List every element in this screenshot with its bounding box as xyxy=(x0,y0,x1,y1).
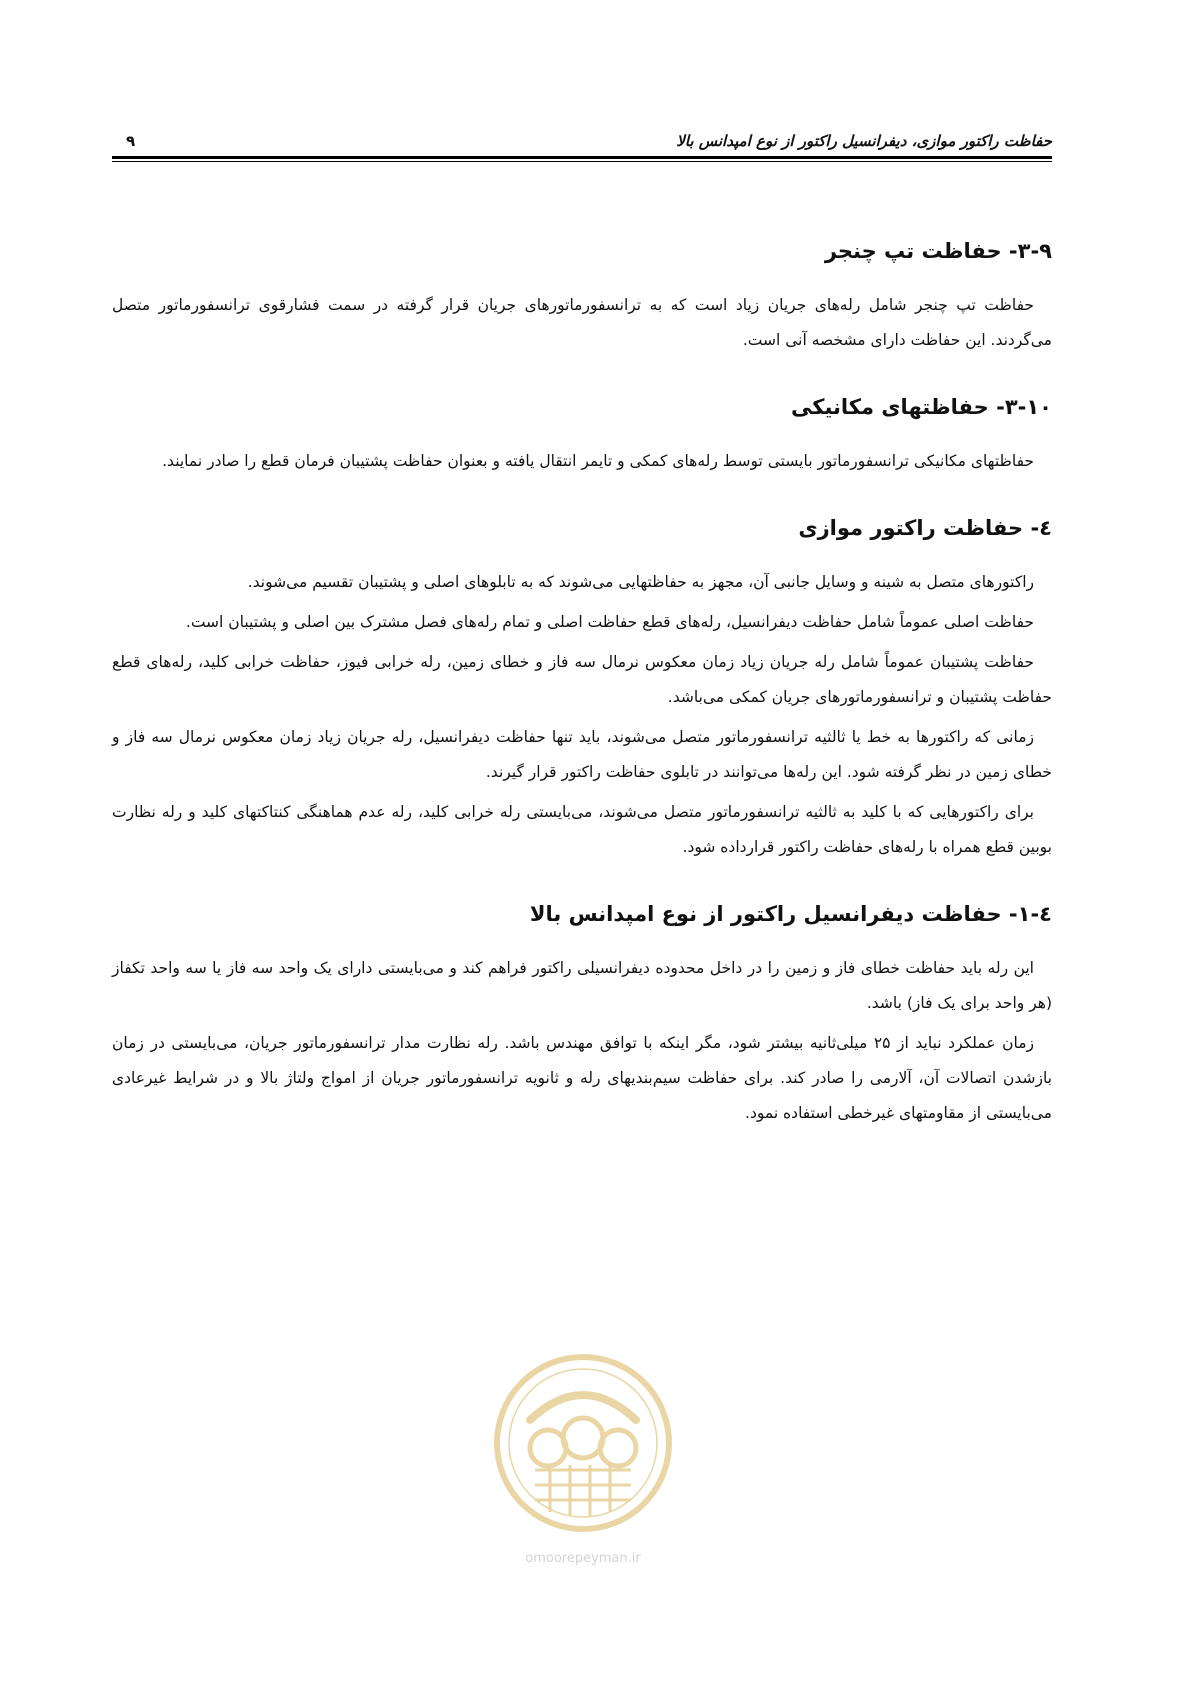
seal-logo-icon xyxy=(490,1350,676,1540)
paragraph: راکتورهای متصل به شینه و وسایل جانبی آن، مجهز به حفاظتهایی می‌شوند که به تابلوهای اصلی و پشتیبان تقسیم می‌شوند. xyxy=(247,573,1034,591)
paragraph: حفاظتهای مکانیکی ترانسفورماتور بایستی توسط رله‌های کمکی و تایمر انتقال یافته و بعنوان حفاظت پشتیبان فرمان قطع را صادر نمایند. xyxy=(162,452,1034,470)
section-high-impedance-differential xyxy=(112,899,1052,1131)
header-rule-thin xyxy=(112,161,1052,162)
section-shunt-reactor-protection xyxy=(112,513,1052,865)
section-heading: ۳-۹- حفاظت تپ چنجر xyxy=(824,239,1052,263)
section-heading: ٤- حفاظت راکتور موازی xyxy=(798,516,1052,540)
paragraph: حفاظت تپ چنجر شامل رله‌های جریان زیاد است که به ترانسفورماتورهای جریان قرار گرفته در سمت فشارقوی ترانسفورماتور متصل می‌گردند. این حفاظت دارای مشخصه آنی است. xyxy=(112,296,1052,349)
page-header xyxy=(112,120,1052,160)
header-title: حفاظت راکتور موازی، دیفرانسیل راکتور از نوع امپدانس بالا xyxy=(676,132,1052,150)
paragraph: زمانی که راکتورها به خط یا ثالثیه ترانسفورماتور متصل می‌شوند، باید تنها حفاظت دیفرانسیل، رله جریان زیاد زمان معکوس نرمال سه فاز و خطای زمین در نظر گرفته شود. این رله‌ها می‌توانند در تابلوی حفاظت راکتور قرار گیرند. xyxy=(112,728,1052,781)
watermark-seal xyxy=(490,1350,676,1566)
paragraph: حفاظت اصلی عموماً شامل حفاظت دیفرانسیل، رله‌های قطع حفاظت اصلی و تمام رله‌های فصل مشترک بین اصلی و پشتیبان است. xyxy=(185,613,1034,631)
watermark-site: omoorepeyman.ir xyxy=(525,1551,641,1566)
section-heading: ۳-۱۰- حفاظتهای مکانیکی xyxy=(790,395,1052,419)
paragraph: زمان عملکرد نباید از ۲۵ میلی‌ثانیه بیشتر شود، مگر اینکه با توافق مهندس باشد. رله نظارت مدار ترانسفورماتور جریان، می‌بایستی در زمان بازشدن اتصالات آن، آلارمی را صادر کند. برای حفاظت سیم‌بندیهای رله و ثانویه ترانسفورماتور جریان از امواج ولتاژ بالا و در شرایط غیرعادی می‌بایستی از مقاومتهای غیرخطی استفاده نمود. xyxy=(112,1034,1052,1122)
section-heading: ٤-١- حفاظت دیفرانسیل راکتور از نوع امپدانس بالا xyxy=(529,902,1052,926)
paragraph: این رله باید حفاظت خطای فاز و زمین را در داخل محدوده دیفرانسیلی راکتور فراهم کند و می‌بایستی دارای یک واحد سه فاز یا سه واحد تکفاز (هر واحد برای یک فاز) باشد. xyxy=(112,959,1052,1012)
section-mechanical-protection xyxy=(112,392,1052,479)
header-rule-thick xyxy=(112,156,1052,159)
page-content xyxy=(112,236,1052,1165)
section-tap-changer xyxy=(112,236,1052,358)
page-number: ۹ xyxy=(126,132,136,150)
paragraph: برای راکتورهایی که با کلید به ثالثیه ترانسفورماتور متصل می‌شوند، می‌بایستی رله خرابی کلید، رله عدم هماهنگی کنتاکتهای کلید و رله نظارت بوبین قطع همراه با رله‌های حفاظت راکتور قرارداده شود. xyxy=(112,803,1052,856)
paragraph: حفاظت پشتیبان عموماً شامل رله جریان زیاد زمان معکوس نرمال سه فاز و خطای زمین، رله خرابی فیوز، حفاظت خرابی کلید، رله‌های قطع حفاظت پشتیبان و ترانسفورماتورهای جریان کمکی می‌باشد. xyxy=(112,653,1052,706)
